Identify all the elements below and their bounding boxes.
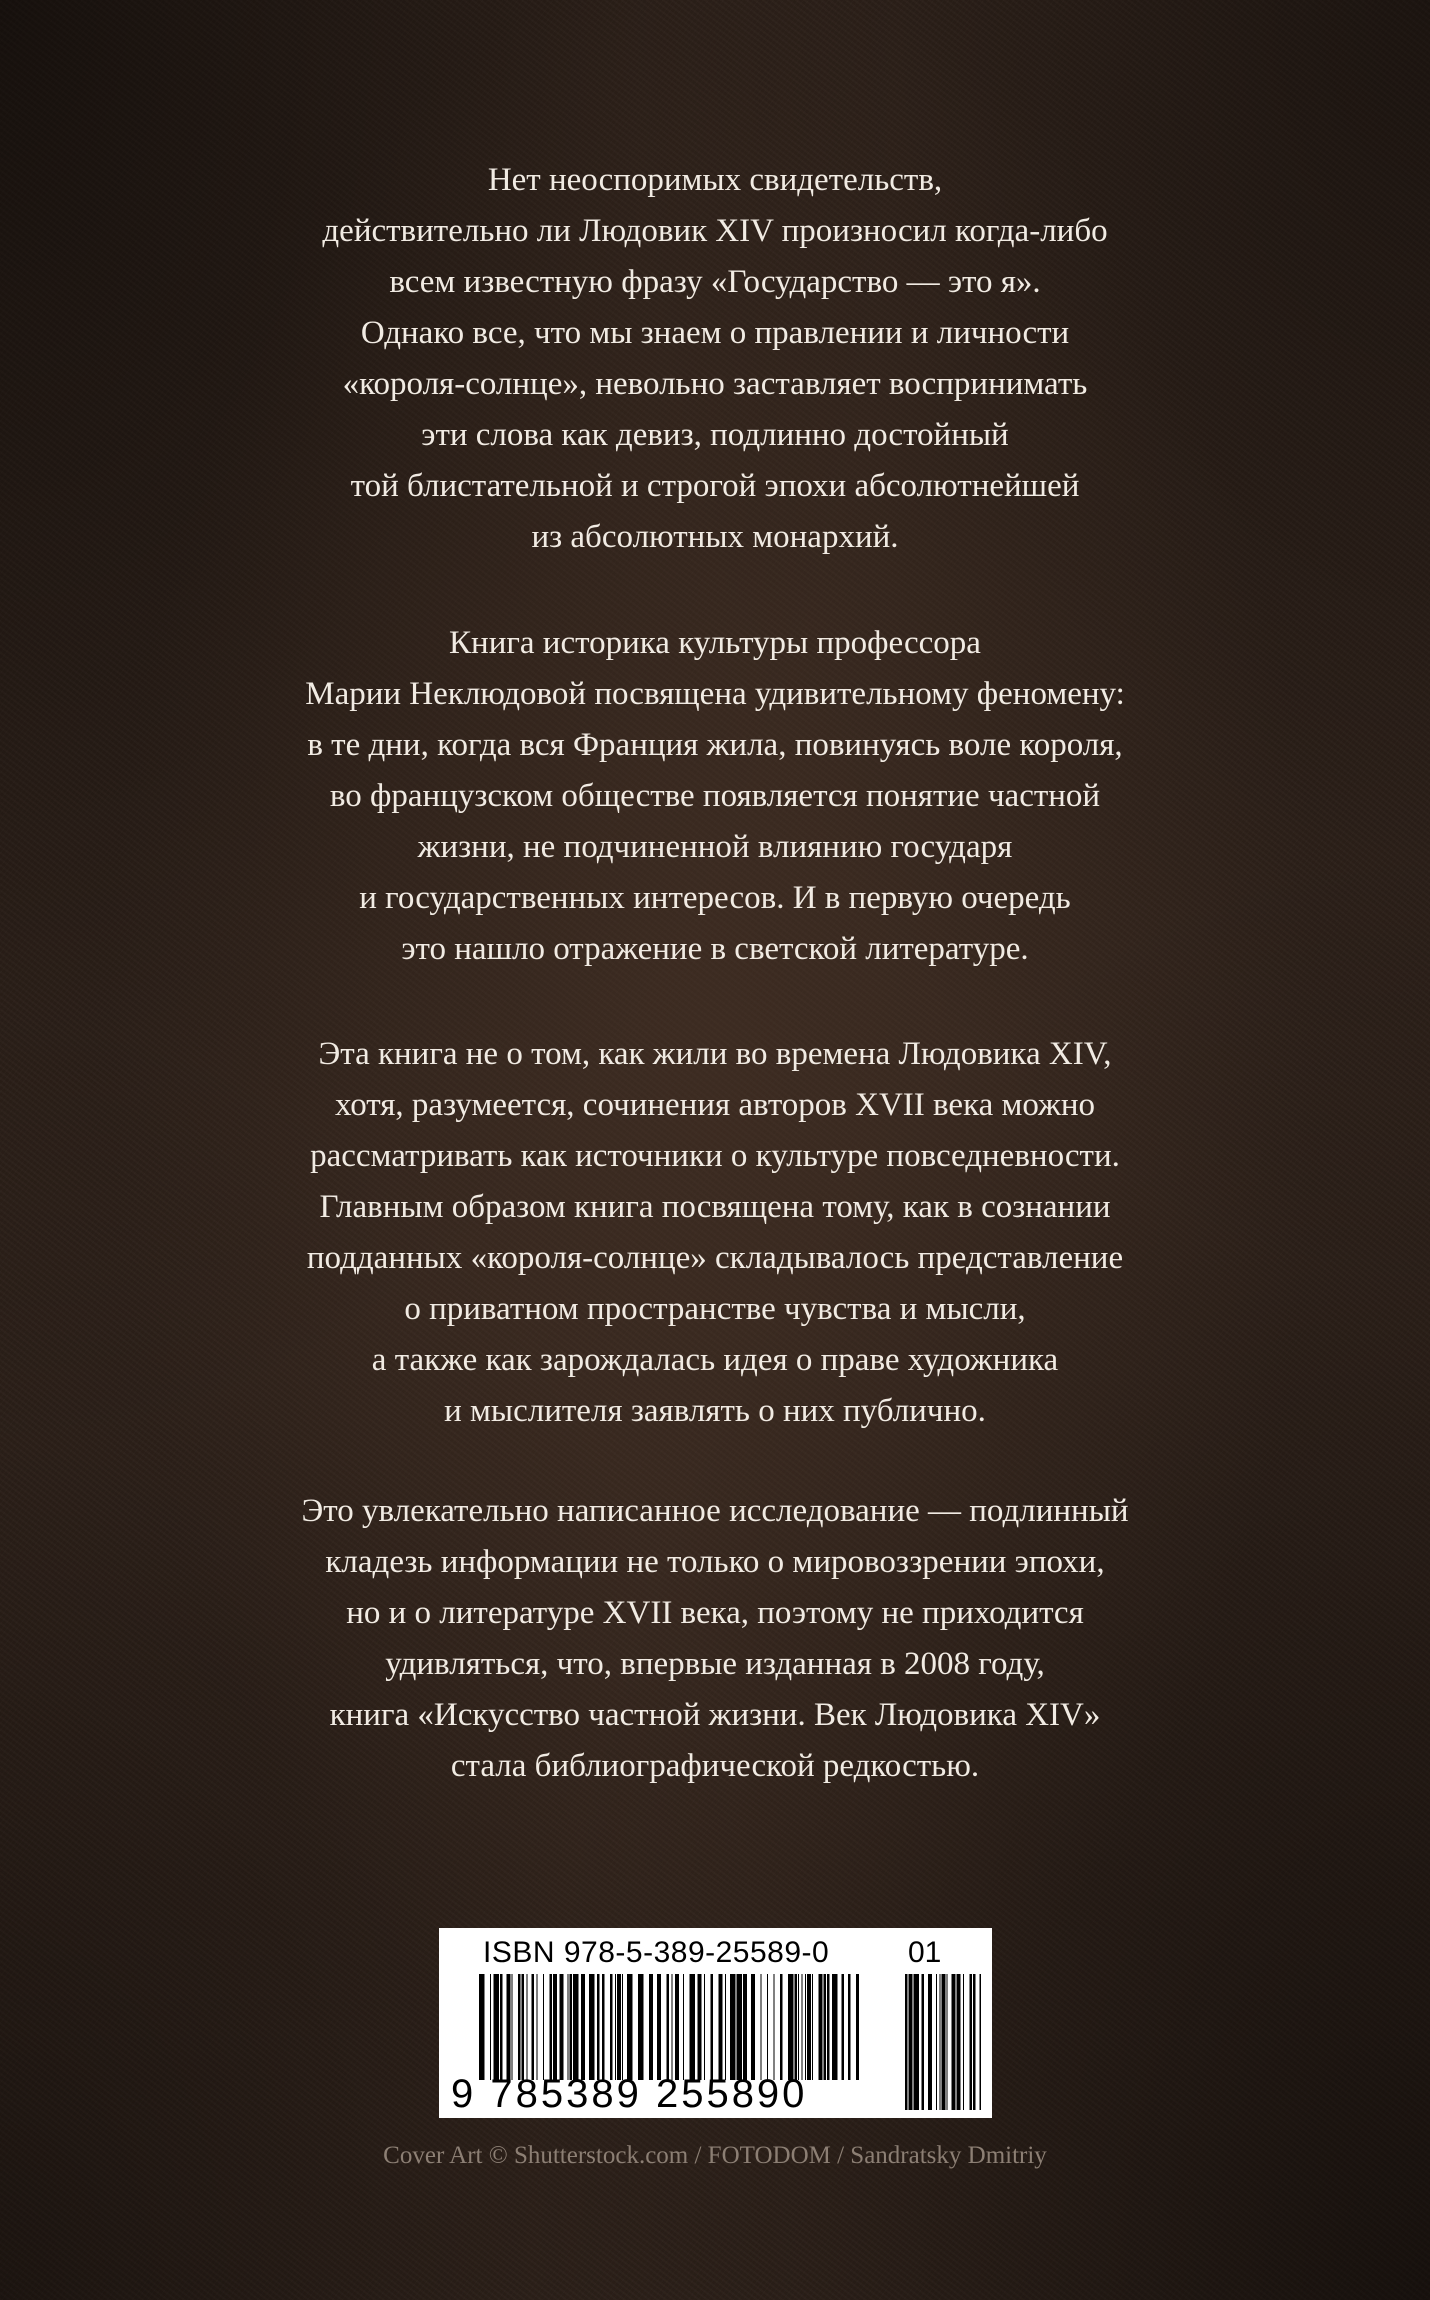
text-line: жизни, не подчиненной влиянию государя xyxy=(417,829,1013,865)
text-line: действительно ли Людовик XIV произносил когда-либо xyxy=(322,213,1108,249)
cover-art-credit: Cover Art © Shutterstock.com / FOTODOM / Sandratsky Dmitriy xyxy=(383,2142,1047,2169)
text-line: в те дни, когда вся Франция жила, повинуясь воле короля, xyxy=(307,727,1123,763)
text-line: Нет неоспоримых свидетельств, xyxy=(487,162,943,198)
text-line: и мыслителя заявлять о них публично. xyxy=(444,1393,986,1429)
text-line: книга «Искусство частной жизни. Век Людовика XIV» xyxy=(329,1697,1101,1733)
text-line: Эта книга не о том, как жили во времена Людовика XIV, xyxy=(318,1036,1112,1072)
text-line: из абсолютных монархий. xyxy=(531,519,899,555)
barcode-digits: 9 785389 255890 xyxy=(451,2072,808,2116)
barcode-addon-bars-icon xyxy=(905,1974,981,2110)
text-line: а также как зарождалась идея о праве художника xyxy=(371,1342,1059,1378)
paragraph-3 xyxy=(0,1029,1430,1437)
paragraph-4 xyxy=(0,1486,1430,1792)
text-line: Главным образом книга посвящена тому, как в сознании xyxy=(319,1189,1111,1225)
paragraph-2 xyxy=(0,618,1430,975)
text-line: Однако все, что мы знаем о правлении и личности xyxy=(360,315,1070,351)
text-line: Это увлекательно написанное исследование — подлинный xyxy=(301,1493,1129,1529)
text-line: во французском обществе появляется понятие частной xyxy=(329,778,1101,814)
text-line: но и о литературе XVII века, поэтому не приходится xyxy=(346,1595,1084,1631)
text-line: хотя, разумеется, сочинения авторов XVII века можно xyxy=(334,1087,1096,1123)
isbn-addon-label: 01 xyxy=(908,1936,942,1969)
paragraph-1 xyxy=(0,155,1430,563)
text-line: кладезь информации не только о мировоззрении эпохи, xyxy=(325,1544,1105,1580)
text-line: Марии Неклюдовой посвящена удивительному феномену: xyxy=(305,676,1125,712)
text-line: всем известную фразу «Государство — это я». xyxy=(389,264,1041,300)
text-line: и государственных интересов. И в первую очередь xyxy=(359,880,1071,916)
isbn-barcode xyxy=(439,1928,992,2118)
text-line: удивляться, что, впервые изданная в 2008 году, xyxy=(385,1646,1045,1682)
text-line: той блистательной и строгой эпохи абсолютнейшей xyxy=(350,468,1080,504)
text-line: «короля-солнце», невольно заставляет воспринимать xyxy=(342,366,1088,402)
text-line: Книга историка культуры профессора xyxy=(449,625,981,661)
text-line: подданных «короля-солнце» складывалось представление xyxy=(306,1240,1124,1276)
isbn-label: ISBN 978-5-389-25589-0 xyxy=(483,1936,830,1969)
text-line: эти слова как девиз, подлинно достойный xyxy=(421,417,1009,453)
text-line: рассматривать как источники о культуре повседневности. xyxy=(310,1138,1120,1174)
text-line: о приватном пространстве чувства и мысли, xyxy=(404,1291,1026,1327)
barcode-bars-icon xyxy=(479,1974,859,2080)
text-line: стала библиографической редкостью. xyxy=(450,1748,980,1784)
text-line: это нашло отражение в светской литературе. xyxy=(401,931,1029,967)
